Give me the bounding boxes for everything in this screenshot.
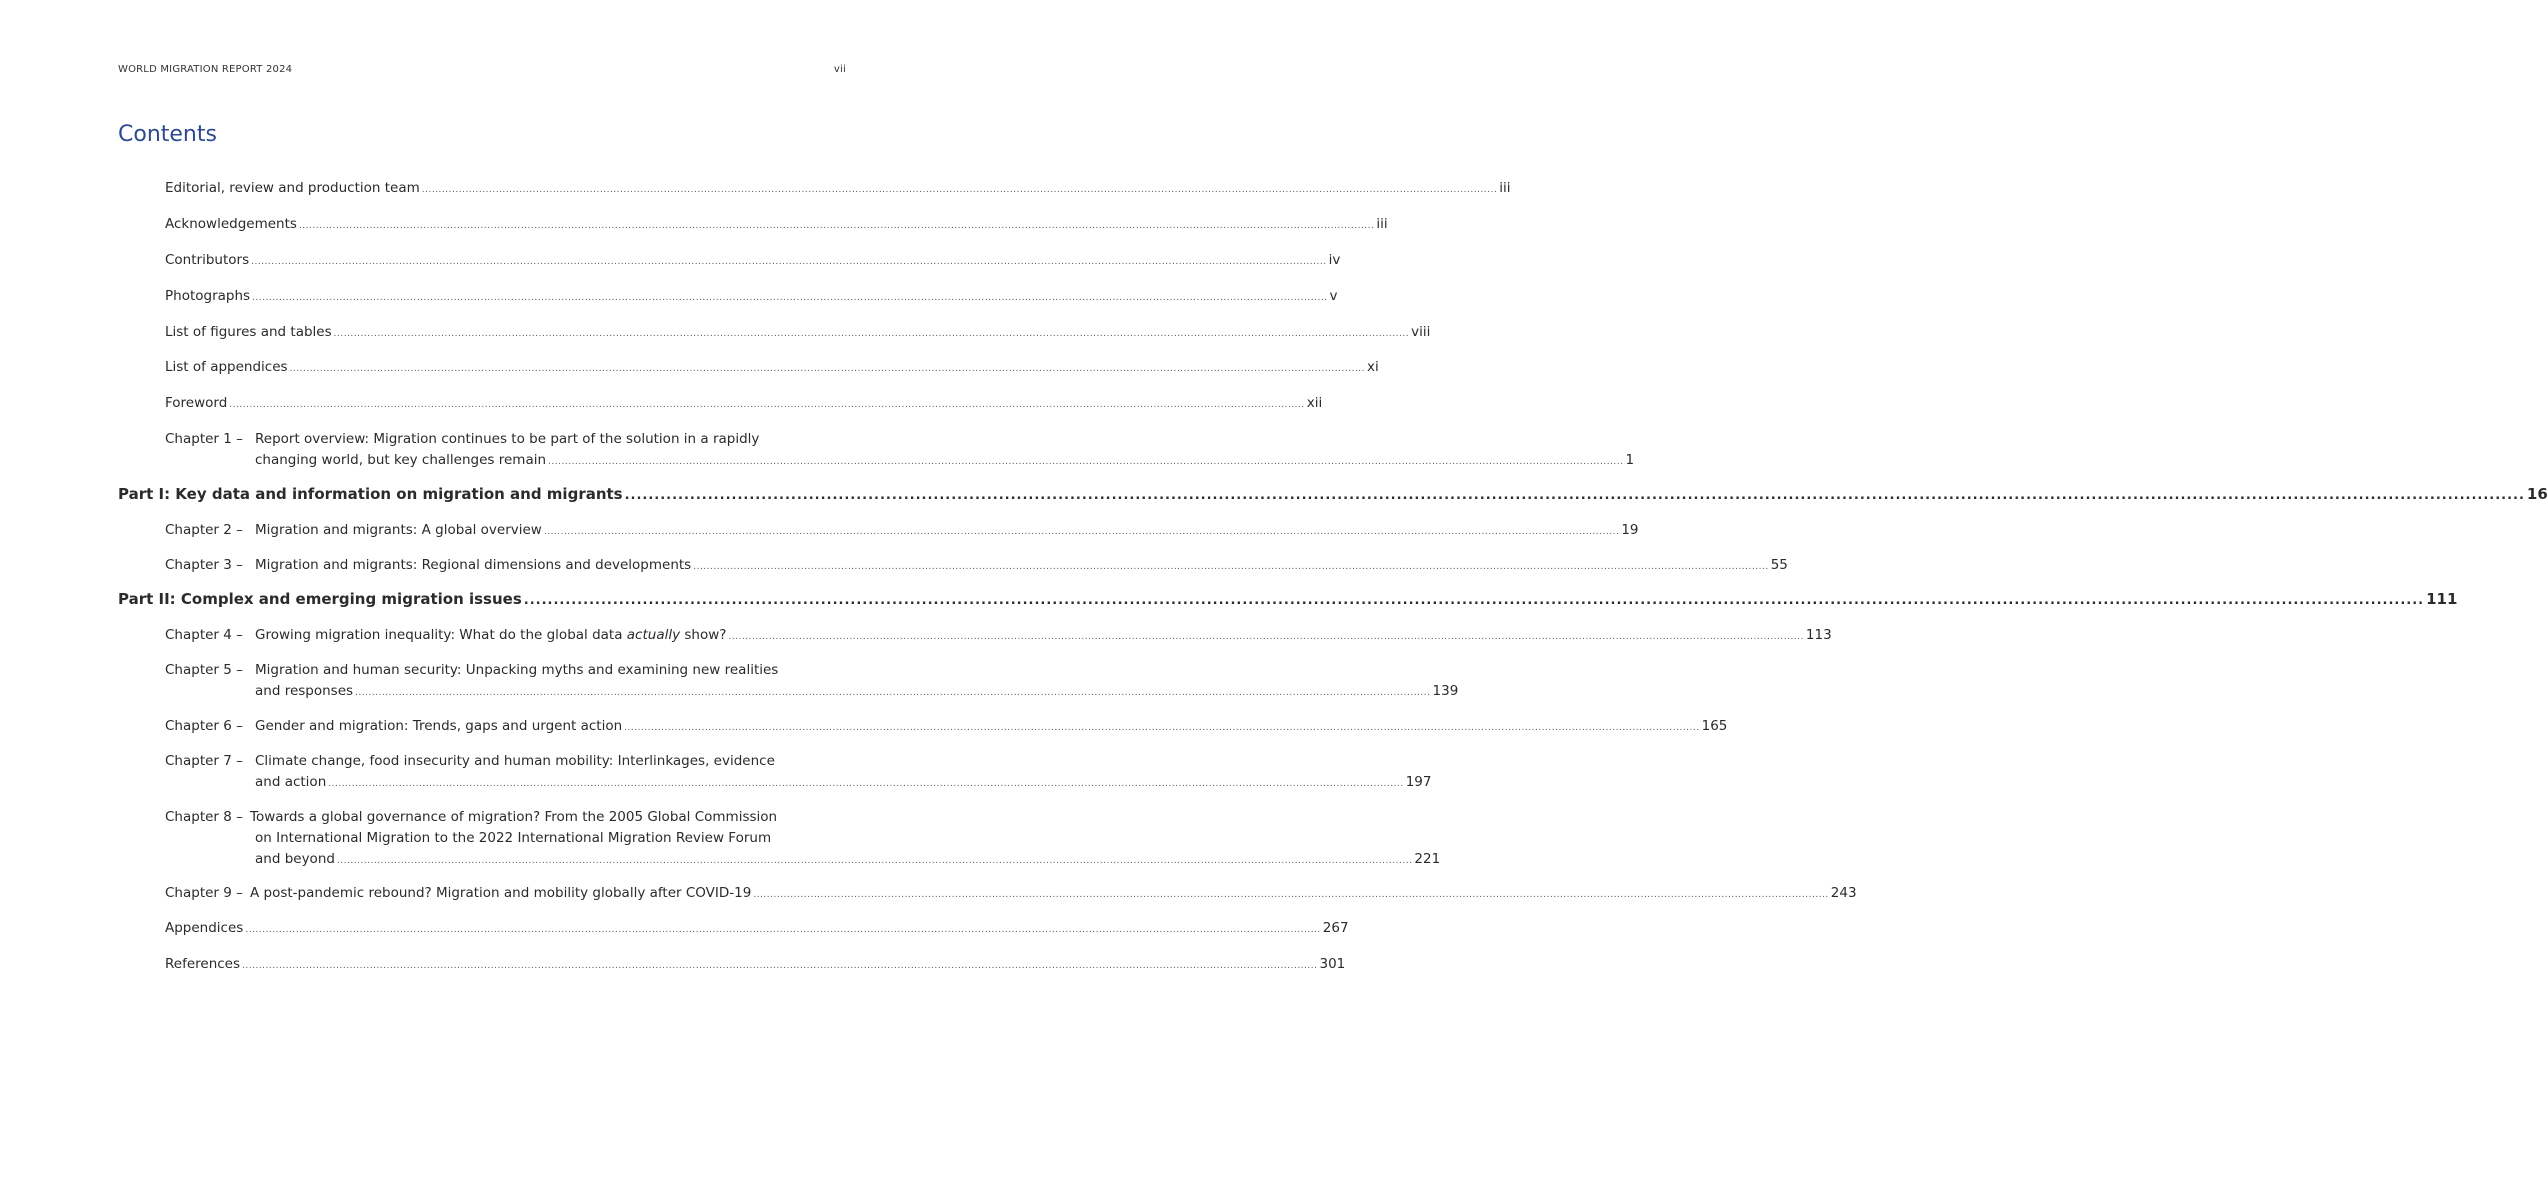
entry-text: Photographs <box>165 288 251 304</box>
entry-page: xi <box>1367 359 1379 375</box>
leader-dots: ................................................................................................................................................................................................................................................................................................................................ <box>252 293 1328 303</box>
entry-text: Acknowledgements <box>165 216 297 232</box>
leader-dots: ................................................................................................................................................................................................................................................................................................................................ <box>624 723 1700 733</box>
entry-page: 16 <box>2526 485 2548 503</box>
chapter-label: Chapter 1 – <box>165 431 243 447</box>
running-header <box>118 64 846 75</box>
contents-title: Contents <box>118 122 217 147</box>
entry-page: 221 <box>1414 851 1441 867</box>
toc-entry-chapter-7[interactable] <box>165 751 1432 795</box>
leader-dots: ................................................................................................................................................................................................................................................................................................................................ <box>355 688 1431 698</box>
chapter-title-line-2: and responses <box>255 683 354 699</box>
chapter-label: Chapter 2 – <box>165 522 243 538</box>
toc-entry-appendices[interactable] <box>165 918 1349 941</box>
entry-page: 301 <box>1319 956 1346 972</box>
entry-page: iv <box>1328 252 1341 268</box>
chapter-label: Chapter 4 – <box>165 627 243 643</box>
entry-page: v <box>1329 288 1338 304</box>
toc-part-1[interactable] <box>118 484 2548 506</box>
toc-entry-photographs[interactable] <box>165 286 1338 309</box>
leader-dots: ................................................................................................................................................................................................................................................................................................................................ <box>289 364 1366 374</box>
entry-page: xii <box>1306 395 1323 411</box>
toc-entry-chapter-8[interactable] <box>165 807 1441 872</box>
leader-dots: ................................................................................................................................................................................................................................................................................................................................ <box>328 779 1404 789</box>
chapter-title-line-1: Migration and human security: Unpacking myths and examining new realities <box>255 662 779 678</box>
part-title: Part I: Key data and information on migration and migrants <box>118 485 623 503</box>
entry-page: 165 <box>1701 718 1728 734</box>
entry-text: Appendices <box>165 920 244 936</box>
leader-dots: ................................................................................................................................................................................................................................................................................................................................ <box>753 890 1829 900</box>
leader-dots: ................................................................................................................................................................................................................................................................................................................................ <box>693 562 1769 572</box>
page-number: vii <box>833 64 846 75</box>
leader-dots: ................................................................................................................................................................................................................................................................................................................................ <box>298 221 1375 231</box>
entry-page: viii <box>1411 324 1431 340</box>
entry-text: Gender and migration: Trends, gaps and urgent action <box>255 718 623 734</box>
leader-dots: ................................................................................................................................................................................................................................................................................................................................ <box>333 329 1410 339</box>
entry-text: A post-pandemic rebound? Migration and mobility globally after COVID-19 <box>250 885 752 901</box>
leader-dots: ................................................................................................................................................................................................................................................................................................................................ <box>728 632 1804 642</box>
toc-entry-chapter-3[interactable] <box>165 555 1788 578</box>
chapter-label: Chapter 7 – <box>165 753 243 769</box>
toc-entry-contributors[interactable] <box>165 250 1341 273</box>
chapter-title-line-3: and beyond <box>255 851 335 867</box>
leader-dots: ................................................................................................................................................................................................................................................................................................................................ <box>523 593 2425 608</box>
entry-page: 113 <box>1805 627 1832 643</box>
entry-text: Editorial, review and production team <box>165 180 420 196</box>
toc-entry-chapter-4[interactable] <box>165 625 1832 648</box>
emphasis: actually <box>626 627 681 643</box>
leader-dots: ................................................................................................................................................................................................................................................................................................................................ <box>543 527 1620 537</box>
toc-entry-chapter-5[interactable] <box>165 660 1459 704</box>
leader-dots: ................................................................................................................................................................................................................................................................................................................................ <box>229 400 1305 410</box>
toc-entry-appendices-list[interactable] <box>165 357 1379 380</box>
chapter-title-line-1: Climate change, food insecurity and human mobility: Interlinkages, evidence <box>255 753 775 769</box>
chapter-label: Chapter 6 – <box>165 718 243 734</box>
leader-dots: ................................................................................................................................................................................................................................................................................................................................ <box>242 961 1318 971</box>
chapter-title-line-1: Report overview: Migration continues to be part of the solution in a rapidly <box>255 431 760 447</box>
entry-text: Growing migration inequality: What do the global data actually show? <box>255 627 727 643</box>
toc-entry-figures[interactable] <box>165 322 1431 345</box>
leader-dots: ................................................................................................................................................................................................................................................................................................................................ <box>421 185 1498 195</box>
entry-text: Migration and migrants: A global overview <box>255 522 542 538</box>
entry-page: 111 <box>2426 590 2458 608</box>
entry-page: 1 <box>1625 452 1635 468</box>
chapter-title-line-2: and action <box>255 774 327 790</box>
chapter-label: Chapter 3 – <box>165 557 243 573</box>
toc-part-2[interactable] <box>118 589 2458 611</box>
entry-page: 197 <box>1405 774 1432 790</box>
chapter-title-line-2: changing world, but key challenges remain <box>255 452 547 468</box>
leader-dots: ................................................................................................................................................................................................................................................................................................................................ <box>245 925 1321 935</box>
entry-text: Foreword <box>165 395 228 411</box>
entry-page: 267 <box>1322 920 1349 936</box>
entry-text: References <box>165 956 241 972</box>
entry-page: iii <box>1376 216 1388 232</box>
entry-page: 19 <box>1621 522 1639 538</box>
entry-text: Contributors <box>165 252 250 268</box>
toc-entry-foreword[interactable] <box>165 393 1323 416</box>
chapter-label: Chapter 5 – <box>165 662 243 678</box>
chapter-label: Chapter 9 – <box>165 885 243 901</box>
toc-entry-chapter-2[interactable] <box>165 520 1639 543</box>
leader-dots: ................................................................................................................................................................................................................................................................................................................................ <box>251 257 1327 267</box>
toc-entry-editorial[interactable] <box>165 178 1511 201</box>
entry-page: iii <box>1499 180 1511 196</box>
toc-entry-chapter-6[interactable] <box>165 716 1728 739</box>
entry-text: Migration and migrants: Regional dimensions and developments <box>255 557 692 573</box>
entry-page: 55 <box>1770 557 1788 573</box>
chapter-title-line-1: Towards a global governance of migration? From the 2005 Global Commission <box>250 809 778 825</box>
chapter-title-line-2: on International Migration to the 2022 International Migration Review Forum <box>255 830 772 846</box>
entry-text: List of figures and tables <box>165 324 332 340</box>
toc-entry-chapter-9[interactable] <box>165 883 1857 906</box>
toc-entry-acknowledgements[interactable] <box>165 214 1388 237</box>
entry-text: List of appendices <box>165 359 288 375</box>
entry-page: 243 <box>1830 885 1857 901</box>
chapter-label: Chapter 8 – <box>165 809 243 825</box>
leader-dots: ................................................................................................................................................................................................................................................................................................................................ <box>336 856 1413 866</box>
toc-entry-references[interactable] <box>165 954 1346 977</box>
report-title: WORLD MIGRATION REPORT 2024 <box>118 64 293 75</box>
part-title: Part II: Complex and emerging migration issues <box>118 590 522 608</box>
leader-dots: ................................................................................................................................................................................................................................................................................................................................ <box>548 457 1624 467</box>
entry-page: 139 <box>1432 683 1459 699</box>
toc-entry-chapter-1[interactable] <box>165 429 1635 473</box>
leader-dots: ................................................................................................................................................................................................................................................................................................................................ <box>624 488 2525 503</box>
